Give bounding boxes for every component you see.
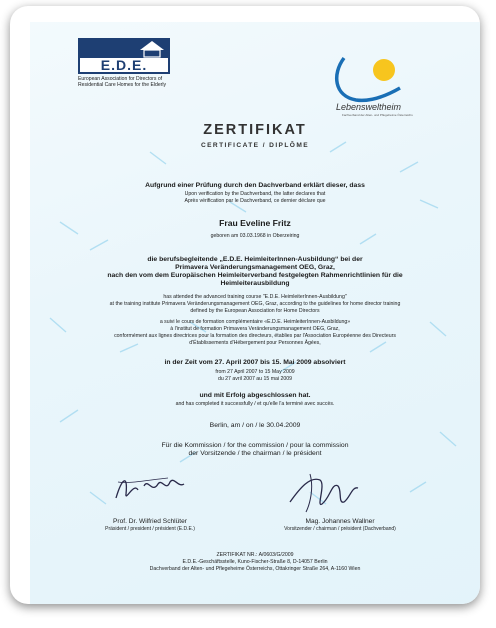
success-en-fr: and has completed it successfully / et qu'elle l'a terminé avec succès. bbox=[175, 401, 335, 407]
certificate-paper bbox=[30, 22, 480, 604]
footer-address-1: E.D.E.-Geschäftsstelle, Kuno-Fischer-Straße 8, D-14057 Berlin bbox=[182, 559, 328, 565]
signature-wallner bbox=[280, 468, 370, 516]
intro-en: Upon verification by the Dachverband, the latter declares that bbox=[184, 191, 326, 197]
signatory-2-role: Vorsitzender / chairman / président (Dachverband) bbox=[284, 526, 396, 532]
certificate-frame bbox=[10, 6, 480, 604]
footer-address-2: Dachverband der Alten- und Pflegeheime Österreichs, Ottakringer Straße 264, A-1160 Wien bbox=[149, 566, 361, 572]
course-en-line-1: has attended the advanced training course "E.D.E. HeimleiterInnen-Ausbildung" bbox=[163, 294, 347, 300]
course-en-line-3: defined by the European Association for Home Directors bbox=[190, 308, 320, 314]
signature-schlueter bbox=[108, 468, 198, 508]
partner-tagline: Fachverband der Alten- und Pflegeheime Österreichs bbox=[342, 113, 413, 117]
success-de: und mit Erfolg abgeschlossen hat. bbox=[199, 392, 311, 399]
ede-logo bbox=[78, 38, 170, 74]
ede-org-name: European Association for Directors of Residential Care Homes for the Elderly bbox=[78, 76, 167, 88]
certificate-number: ZERTIFIKAT NR.: A/0603/G/2009 bbox=[216, 552, 294, 558]
course-fr-line-2: à l'institut de formation Primavera Veränderungsmanagement OEG, Graz, bbox=[170, 326, 340, 332]
intro-de: Aufgrund einer Prüfung durch den Dachverband erklärt dieser, dass bbox=[145, 182, 365, 189]
course-fr-line-1: a suivi le cours de formation complémentaire «E.D.E. HeimleiterInnen-Ausbildung» bbox=[159, 319, 351, 325]
period-en: from 27 April 2007 to 15 May 2009 bbox=[215, 369, 295, 375]
ede-logo-text: E.D.E. bbox=[100, 57, 148, 73]
recipient-birth: geboren am 03.03.1968 in Oberzeiring bbox=[210, 233, 300, 239]
course-fr-line-4: d'Établissements d'Hébergement pour Personnes Âgées, bbox=[189, 340, 321, 346]
recipient-name: Frau Eveline Fritz bbox=[219, 218, 291, 228]
place-date: Berlin, am / on / le 30.04.2009 bbox=[209, 422, 301, 429]
period-de: in der Zeit vom 27. April 2007 bis 15. Mai 2009 absolviert bbox=[164, 359, 346, 366]
certificate-subtitle: CERTIFICATE / DIPLÔME bbox=[200, 142, 310, 149]
course-de-line-1: die berufsbegleitende „E.D.E. HeimleiterInnen-Ausbildung“ bei der bbox=[147, 256, 363, 263]
intro-fr: Après vérification par le Dachverband, ce dernier déclare que bbox=[184, 198, 326, 204]
course-fr-line-3: conformément aux lignes directrices pour la formation des directeurs, établies par l'Association Européenne des Directeurs bbox=[114, 333, 396, 339]
certificate-title: ZERTIFIKAT bbox=[203, 122, 307, 138]
signatory-1-name: Prof. Dr. Wilfried Schlüter bbox=[112, 518, 187, 525]
partner-logo-text: Lebensweltheim bbox=[336, 102, 402, 112]
signatory-2-name: Mag. Johannes Wallner bbox=[305, 518, 375, 525]
course-de-line-2: Primaverа Veränderungsmanagement OEG, Graz, bbox=[175, 264, 335, 271]
course-de-line-3: nach den vom dem Europäischen Heimleiterverband festgelegten Rahmenrichtlinien für die bbox=[107, 272, 403, 279]
commission-line-1: Für die Kommission / for the commission / pour la commission bbox=[161, 442, 349, 449]
commission-line-2: der Vorsitzende / the chairman / le président bbox=[188, 450, 322, 457]
course-en-line-2: at the training institute Primavera Veränderungsmanagement OEG, Graz, according to the guidelines for home director training bbox=[109, 301, 401, 307]
signatory-1-role: Präsident / president / président (E.D.E.) bbox=[105, 526, 195, 532]
period-fr: du 27 avril 2007 au 15 mai 2009 bbox=[217, 376, 293, 382]
course-de-line-4: Heimleiterausbildung bbox=[220, 280, 290, 287]
